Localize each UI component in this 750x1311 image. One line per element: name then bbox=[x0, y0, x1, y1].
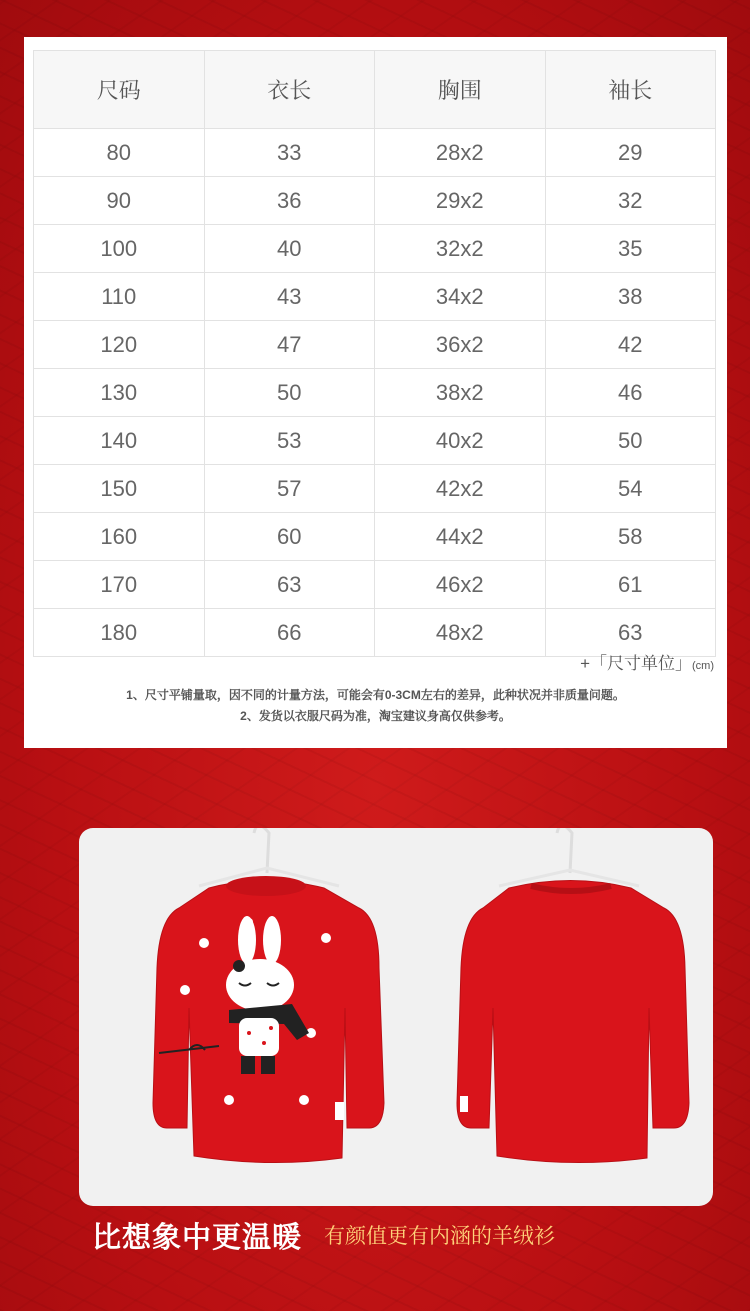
table-cell: 38x2 bbox=[375, 369, 546, 417]
table-cell: 58 bbox=[545, 513, 716, 561]
table-cell: 32 bbox=[545, 177, 716, 225]
table-cell: 28x2 bbox=[375, 129, 546, 177]
table-row bbox=[34, 369, 716, 417]
table-cell: 110 bbox=[34, 273, 205, 321]
note-line-1: 1、尺寸平铺量取，因不同的计量方法，可能会有0-3CM左右的差异，此种状况并非质量问题。 bbox=[126, 688, 625, 702]
table-row bbox=[34, 273, 716, 321]
table-cell: 42 bbox=[545, 321, 716, 369]
table-cell: 160 bbox=[34, 513, 205, 561]
table-cell: 29 bbox=[545, 129, 716, 177]
unit-note bbox=[580, 649, 714, 674]
table-row bbox=[34, 225, 716, 273]
note-line-2: 2、发货以衣服尺码为准，淘宝建议身高仅供参考。 bbox=[240, 709, 511, 723]
column-header-sleeve: 袖长 bbox=[545, 51, 716, 129]
table-cell: 40 bbox=[204, 225, 375, 273]
table-cell: 50 bbox=[204, 369, 375, 417]
column-header-length: 衣长 bbox=[204, 51, 375, 129]
column-header-chest: 胸围 bbox=[375, 51, 546, 129]
table-cell: 61 bbox=[545, 561, 716, 609]
table-cell: 29x2 bbox=[375, 177, 546, 225]
table-cell: 180 bbox=[34, 609, 205, 657]
unit-cm: (cm) bbox=[692, 660, 714, 672]
table-row bbox=[34, 129, 716, 177]
table-cell: 40x2 bbox=[375, 417, 546, 465]
table-cell: 47 bbox=[204, 321, 375, 369]
size-notes bbox=[24, 685, 727, 727]
table-cell: 36x2 bbox=[375, 321, 546, 369]
table-cell: 34x2 bbox=[375, 273, 546, 321]
size-table bbox=[33, 50, 716, 657]
sweater-back-image bbox=[79, 828, 713, 1206]
table-cell: 46x2 bbox=[375, 561, 546, 609]
table-row bbox=[34, 465, 716, 513]
table-cell: 57 bbox=[204, 465, 375, 513]
table-cell: 54 bbox=[545, 465, 716, 513]
table-cell: 60 bbox=[204, 513, 375, 561]
table-cell: 48x2 bbox=[375, 609, 546, 657]
tagline bbox=[92, 1212, 555, 1258]
table-cell: 42x2 bbox=[375, 465, 546, 513]
table-cell: 38 bbox=[545, 273, 716, 321]
table-cell: 36 bbox=[204, 177, 375, 225]
table-cell: 46 bbox=[545, 369, 716, 417]
size-chart-panel bbox=[24, 37, 727, 748]
table-cell: 100 bbox=[34, 225, 205, 273]
table-cell: 35 bbox=[545, 225, 716, 273]
table-cell: 50 bbox=[545, 417, 716, 465]
table-cell: 66 bbox=[204, 609, 375, 657]
tagline-main: 比想象中更温暖 bbox=[92, 1221, 303, 1254]
unit-label: +「尺寸单位」 bbox=[580, 654, 692, 673]
table-row bbox=[34, 417, 716, 465]
table-cell: 130 bbox=[34, 369, 205, 417]
column-header-size: 尺码 bbox=[34, 51, 205, 129]
table-row bbox=[34, 177, 716, 225]
table-row bbox=[34, 321, 716, 369]
table-cell: 33 bbox=[204, 129, 375, 177]
product-photo-card bbox=[79, 828, 713, 1206]
table-cell: 170 bbox=[34, 561, 205, 609]
table-cell: 150 bbox=[34, 465, 205, 513]
table-cell: 63 bbox=[204, 561, 375, 609]
table-cell: 32x2 bbox=[375, 225, 546, 273]
table-cell: 140 bbox=[34, 417, 205, 465]
table-cell: 44x2 bbox=[375, 513, 546, 561]
table-cell: 90 bbox=[34, 177, 205, 225]
table-cell: 80 bbox=[34, 129, 205, 177]
table-row bbox=[34, 561, 716, 609]
table-cell: 63 bbox=[545, 609, 716, 657]
tagline-sub: 有颜值更有内涵的羊绒衫 bbox=[324, 1225, 556, 1248]
table-header-row bbox=[34, 51, 716, 129]
table-cell: 120 bbox=[34, 321, 205, 369]
table-cell: 53 bbox=[204, 417, 375, 465]
table-row bbox=[34, 513, 716, 561]
table-cell: 43 bbox=[204, 273, 375, 321]
